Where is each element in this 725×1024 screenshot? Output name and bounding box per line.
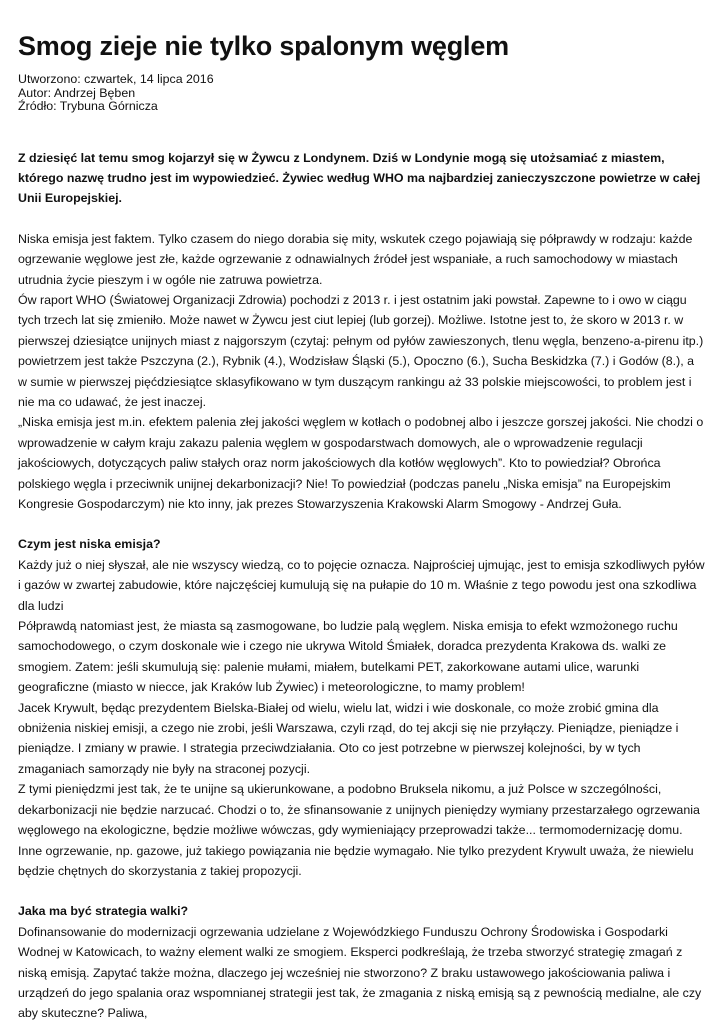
- paragraph: Dofinansowanie do modernizacji ogrzewania udzielane z Wojewódzkiego Funduszu Ochrony Środowiska i Gospodarki Wodnej w Katowicach, to ważny element walki ze smogiem. Eksperci podkreślają, że trzeba stworzyć strategię zmagań z niską emisją. Zapytać także można, dlaczego jej wcześniej nie stworzono? Z braku ustawowego jakościowania paliwa i urządzeń do jego spalania oraz wspomnianej strategii jest tak, że zmagania z niską emisją są z pewnością medialne, ale czy aby skuteczne? Paliwa,: [18, 924, 702, 1021]
- paragraph: „Niska emisja jest m.in. efektem palenia złej jakości węglem w kotłach o podobnej albo i jeszcze gorszej jakości. Nie chodzi o wprowadzenie w całym kraju zakazu palenia węglem w gospodarstwach domowych, ale o wprowadzenie regulacji jakościowych, dotyczących paliw stałych oraz norm jakościowych dla kotłów węglowych”. Kto to powiedział? Obrońca polskiego węgla i przeciwnik unijnej dekarbonizacji? Nie! To powiedział (podczas panelu „Niska emisja” na Europejskim Kongresie Gospodarczym) nie kto inny, jak prezes Stowarzyszenia Krakowski Alarm Smogowy - Andrzej Guła.: [18, 415, 704, 511]
- paragraph: Jacek Krywult, będąc prezydentem Bielska-Białej od wielu, wielu lat, widzi i wie doskonale, co może zrobić gmina dla obniżenia niskiej emisji, a czego nie zrobi, jeśli Warszawa, czyli rząd, do tej akcji się nie przyłączy. Pieniądze, pieniądze i pieniądze. I zmiany w prawie. I strategia przeciwdziałania. Oto co jest potrzebne w pierwszej kolejności, by w tych zmaganiach samorządy nie były na straconej pozycji.: [18, 700, 679, 776]
- created-date: Utworzono: czwartek, 14 lipca 2016: [18, 72, 214, 86]
- source: Źródło: Trybuna Górnicza: [18, 99, 158, 113]
- intro-section: [18, 229, 706, 515]
- section-strategia: [18, 901, 706, 1023]
- section-heading: Jaka ma być strategia walki?: [18, 904, 189, 919]
- section-niska-emisja: [18, 534, 706, 881]
- author: Autor: Andrzej Bęben: [18, 85, 136, 100]
- paragraph: Każdy już o niej słyszał, ale nie wszyscy wiedzą, co to pojęcie oznacza. Najprościej ujmując, jest to emisja szkodliwych pyłów i gazów w zwartej zabudowie, które najczęściej kumulują się na pułapie do 10 m. Właśnie z tego powodu jest ona szkodliwa dla ludzi: [18, 557, 705, 613]
- lead-paragraph: Z dziesięć lat temu smog kojarzył się w Żywcu z Londynem. Dziś w Londynie mogą się utożsamiać z miastem, którego nazwę trudno jest im wypowiedzieć. Żywiec według WHO ma najbardziej zanieczyszczone powietrze w całej Unii Europejskiej.: [18, 150, 701, 206]
- paragraph: Niska emisja jest faktem. Tylko czasem do niego dorabia się mity, wskutek czego pojawiają się półprawdy w rodzaju: każde ogrzewanie węglowe jest złe, każde ogrzewanie z odnawialnych źródeł jest wspaniałe, a ruch samochodowy w miastach utrudnia życie pieszym i w ogóle nie zatruwa powietrza.: [18, 231, 693, 287]
- paragraph: Ów raport WHO (Światowej Organizacji Zdrowia) pochodzi z 2013 r. i jest ostatnim jaki powstał. Zapewne to i owo w ciągu tych trzech lat się zmieniło. Może nawet w Żywcu jest ciut lepiej (lub gorzej). Możliwe. Istotne jest to, że skoro w 2013 r. w pierwszej dziesiątce unijnych miast z najgorszym (czytaj: pełnym od pyłów zawieszonych, tlenu węgla, benzeno-a-pirenu itp.) powietrzem jest także Pszczyna (2.), Rybnik (4.), Wodzisław Śląski (5.), Opoczno (6.), Sucha Beskidzka (7.) i Godów (8.), a w sumie w pierwszej pięćdziesiątce sklasyfikowano w tym duszącym rankingu aż 33 polskie miejscowości, to problem jest i nie ma co udawać, że jest inaczej.: [18, 292, 704, 409]
- paragraph: Z tymi pieniędzmi jest tak, że te unijne są ukierunkowane, a podobno Bruksela nikomu, a już Polsce w szczególności, dekarbonizacji nie będzie narzucać. Chodzi o to, że sfinansowanie z unijnych pieniędzy wymiany przestarzałego ogrzewania węglowego na ekologiczne, będzie możliwe wówczas, gdy wymieniający przeprowadzi także... termomodernizację domu. Inne ogrzewanie, np. gazowe, już takiego powiązania nie będzie wymagało. Nie tylko prezydent Krywult uważa, że niewielu będzie chętnych do skorzystania z takiej propozycji.: [18, 782, 700, 878]
- section-heading: Czym jest niska emisja?: [18, 537, 161, 552]
- paragraph: Półprawdą natomiast jest, że miasta są zasmogowane, bo ludzie palą węglem. Niska emisja to efekt wzmożonego ruchu samochodowego, o czym doskonale wie i czego nie ukrywa Witold Śmiałek, doradca prezydenta Krakowa ds. walki ze smogiem. Zatem: jeśli skumulują się: palenie mułami, miałem, butelkami PET, zakorkowane autami ulice, warunki geograficzne (miasto w niecce, jak Kraków lub Żywiec) i meteorologiczne, to mamy problem!: [18, 619, 678, 695]
- page-title: Smog zieje nie tylko spalonym węglem: [18, 31, 509, 61]
- article-meta: [18, 73, 706, 114]
